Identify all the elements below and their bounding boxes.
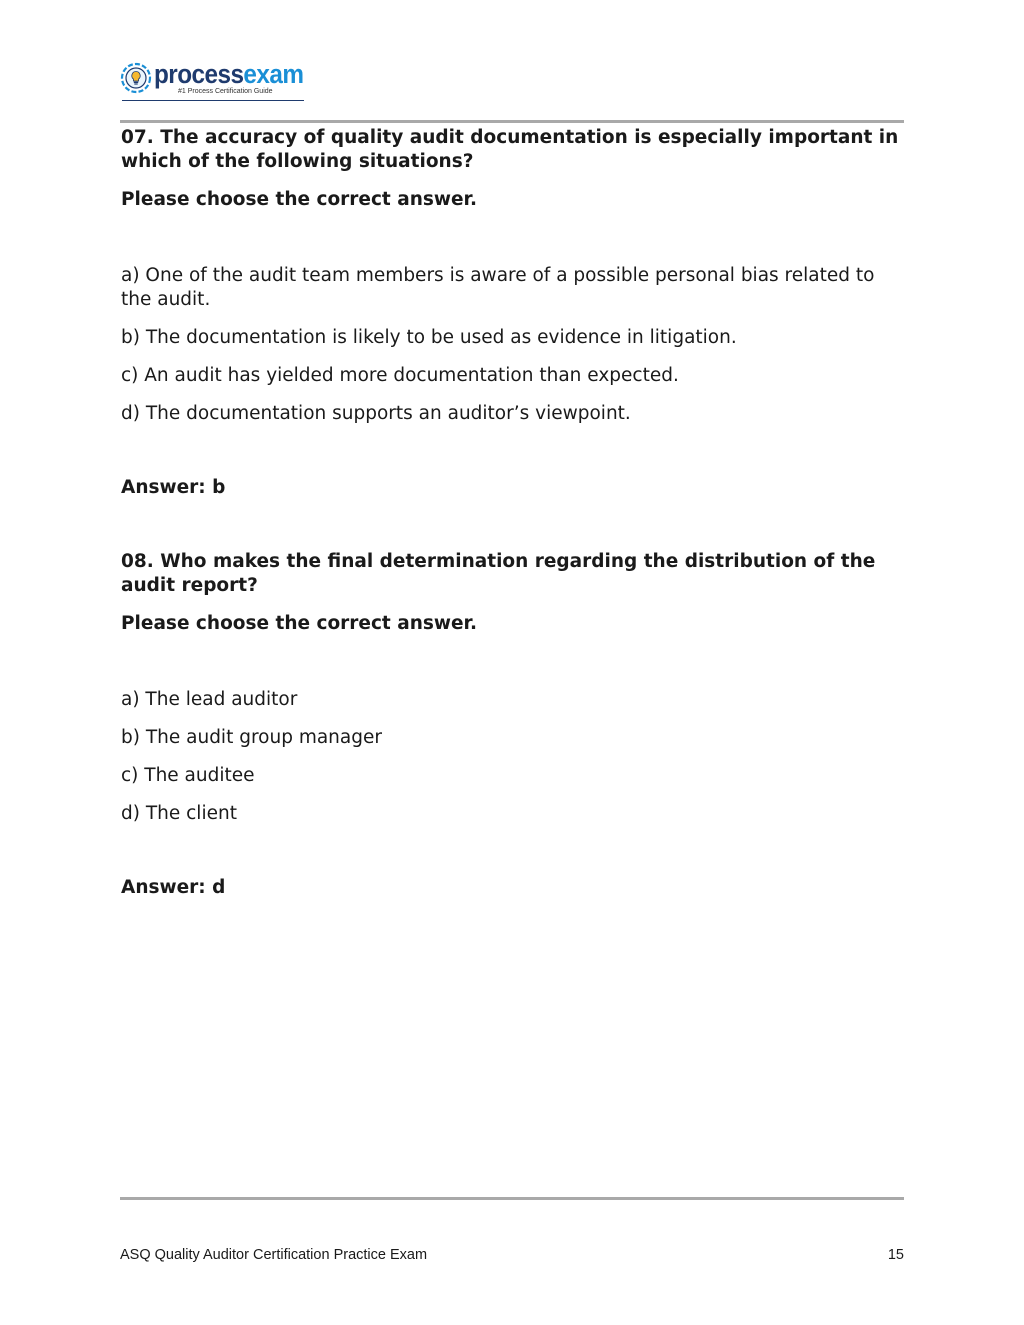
options-list xyxy=(121,688,904,826)
option-c: c) The auditee xyxy=(121,765,255,786)
footer-divider xyxy=(120,1197,904,1200)
answer-text: Answer: b xyxy=(121,477,226,498)
options-list xyxy=(121,264,904,426)
option-a: a) One of the audit team members is aware of a possible personal bias related to the audit. xyxy=(121,265,875,310)
option-d: d) The documentation supports an auditor’s viewpoint. xyxy=(121,403,631,424)
logo-word-exam: exam xyxy=(243,59,304,89)
page-number: 15 xyxy=(887,1247,904,1263)
question-block xyxy=(121,126,904,500)
logo-word-process: process xyxy=(154,59,244,89)
processexam-logo xyxy=(120,60,310,104)
logo-underline xyxy=(122,100,304,101)
logo-wordmark xyxy=(154,59,303,89)
answer-text: Answer: d xyxy=(121,877,226,898)
question-block xyxy=(121,550,904,900)
option-b: b) The documentation is likely to be used as evidence in litigation. xyxy=(121,327,737,348)
question-instruction: Please choose the correct answer. xyxy=(121,189,478,210)
option-b: b) The audit group manager xyxy=(121,727,382,748)
lightbulb-gear-icon xyxy=(120,62,152,94)
page-content xyxy=(121,126,904,900)
option-d: d) The client xyxy=(121,803,237,824)
question-instruction: Please choose the correct answer. xyxy=(121,613,478,634)
option-a: a) The lead auditor xyxy=(121,689,298,710)
option-c: c) An audit has yielded more documentation than expected. xyxy=(121,365,679,386)
question-text: 08. Who makes the final determination regarding the distribution of the audit report? xyxy=(121,551,876,596)
logo-tagline: #1 Process Certification Guide xyxy=(178,88,273,95)
footer-title: ASQ Quality Auditor Certification Practice Exam xyxy=(120,1247,428,1263)
question-text: 07. The accuracy of quality audit documentation is especially important in which of the following situations? xyxy=(121,127,899,172)
header-divider xyxy=(120,120,904,123)
